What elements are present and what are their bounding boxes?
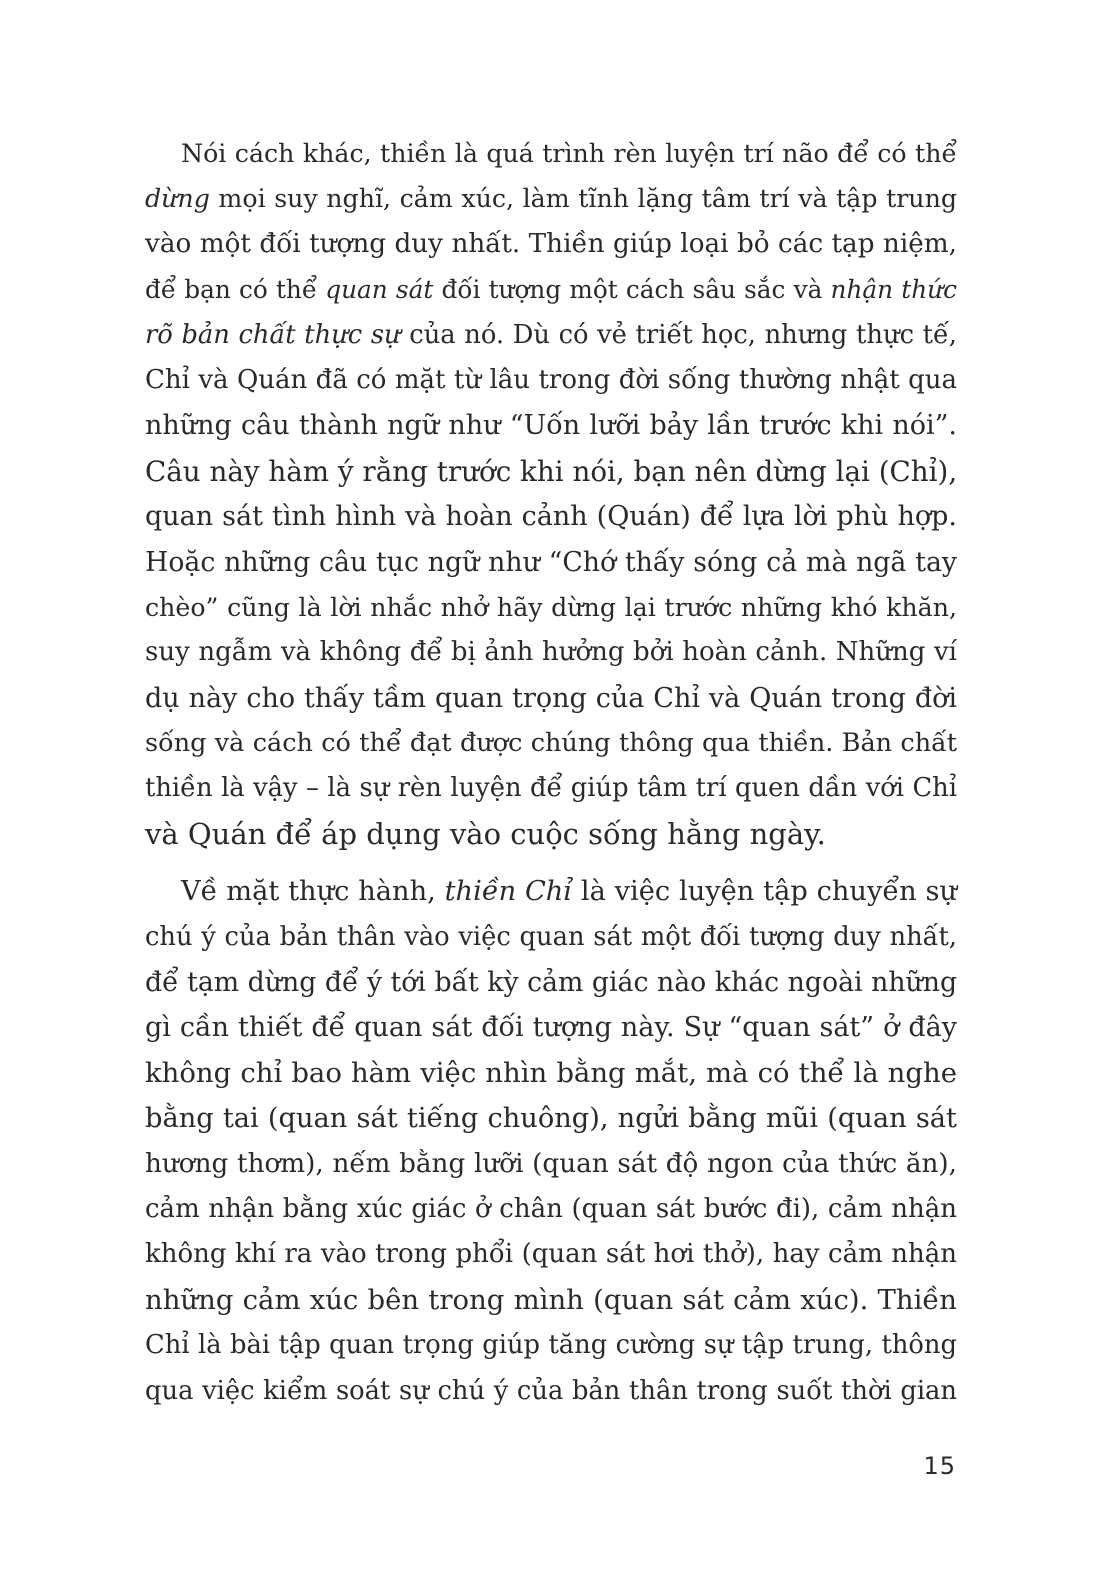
text-line: rõ bản chất thực sự của nó. Dù có vẻ triết học, nhưng thực tế, (145, 319, 957, 350)
text-line: Về mặt thực hành, thiền Chỉ là việc luyện tập chuyển sự (181, 876, 958, 908)
text-line: những cảm xúc bên trong mình (quan sát cảm xúc). Thiền (145, 1283, 957, 1316)
text-line: cảm nhận bằng xúc giác ở chân (quan sát bước đi), cảm nhận (145, 1193, 957, 1224)
text-line: vào một đối tượng duy nhất. Thiền giúp loại bỏ các tạp niệm, (145, 228, 957, 259)
italic-text: thiền Chỉ (444, 876, 573, 908)
text-line: Chỉ là bài tập quan trọng giúp tăng cường sự tập trung, thông (145, 1330, 957, 1361)
text-line: hương thơm), nếm bằng lưỡi (quan sát độ ngon của thức ăn), (145, 1148, 957, 1179)
page-number: 15 (923, 1452, 956, 1480)
text-line: thiền là vậy – là sự rèn luyện để giúp tâm trí quen dần với Chỉ (145, 773, 957, 804)
text-line: sống và cách có thể đạt được chúng thông qua thiền. Bản chất (145, 728, 957, 759)
text-line: để bạn có thể quan sát đối tượng một cách sâu sắc và nhận thức (145, 275, 957, 305)
text-line: không chỉ bao hàm việc nhìn bằng mắt, mà có thể là nghe (145, 1056, 957, 1089)
text-line: chú ý của bản thân vào việc quan sát một đối tượng duy nhất, (145, 921, 957, 952)
italic-text: nhận thức (830, 275, 957, 305)
text-line: những câu thành ngữ như “Uốn lưỡi bảy lần trước khi nói”. (145, 410, 957, 442)
text-line: Nói cách khác, thiền là quá trình rèn luyện trí não để có thể (181, 139, 957, 168)
body-text (145, 131, 957, 1414)
text-line: bằng tai (quan sát tiếng chuông), ngửi bằng mũi (quan sát (145, 1103, 957, 1135)
italic-text: rõ bản chất thực sự (145, 319, 401, 350)
text-line: gì cần thiết để quan sát đối tượng này. Sự “quan sát” ở đây (145, 1012, 957, 1044)
paragraph-2 (145, 869, 957, 1414)
text-line: chèo” cũng là lời nhắc nhở hãy dừng lại trước những khó khăn, (145, 592, 957, 622)
text-line: dụ này cho thấy tầm quan trọng của Chỉ và Quán trong đời (145, 682, 957, 714)
text-line: Chỉ và Quán đã có mặt từ lâu trong đời sống thường nhật qua (145, 364, 957, 395)
text-line: quan sát tình hình và hoàn cảnh (Quán) để lựa lời phù hợp. (145, 501, 957, 533)
text-line: qua việc kiểm soát sự chú ý của bản thân trong suốt thời gian (145, 1375, 957, 1406)
italic-text: quan sát (325, 275, 434, 305)
italic-text: dừng (145, 184, 210, 214)
text-line: Hoặc những câu tục ngữ như “Chớ thấy sóng cả mà ngã tay (145, 546, 957, 578)
text-line: để tạm dừng để ý tới bất kỳ cảm giác nào khác ngoài những (145, 967, 958, 999)
text-line: suy ngẫm và không để bị ảnh hưởng bởi hoàn cảnh. Những ví (145, 637, 957, 668)
paragraph-gap (145, 857, 957, 869)
paragraph-1 (145, 131, 957, 857)
text-line: và Quán để áp dụng vào cuộc sống hằng ngày. (145, 816, 826, 851)
text-line: không khí ra vào trong phổi (quan sát hơi thở), hay cảm nhận (145, 1239, 957, 1270)
text-line: dừng mọi suy nghĩ, cảm xúc, làm tĩnh lặng tâm trí và tập trung (145, 184, 957, 214)
text-line: Câu này hàm ý rằng trước khi nói, bạn nên dừng lại (Chỉ), (145, 454, 958, 488)
